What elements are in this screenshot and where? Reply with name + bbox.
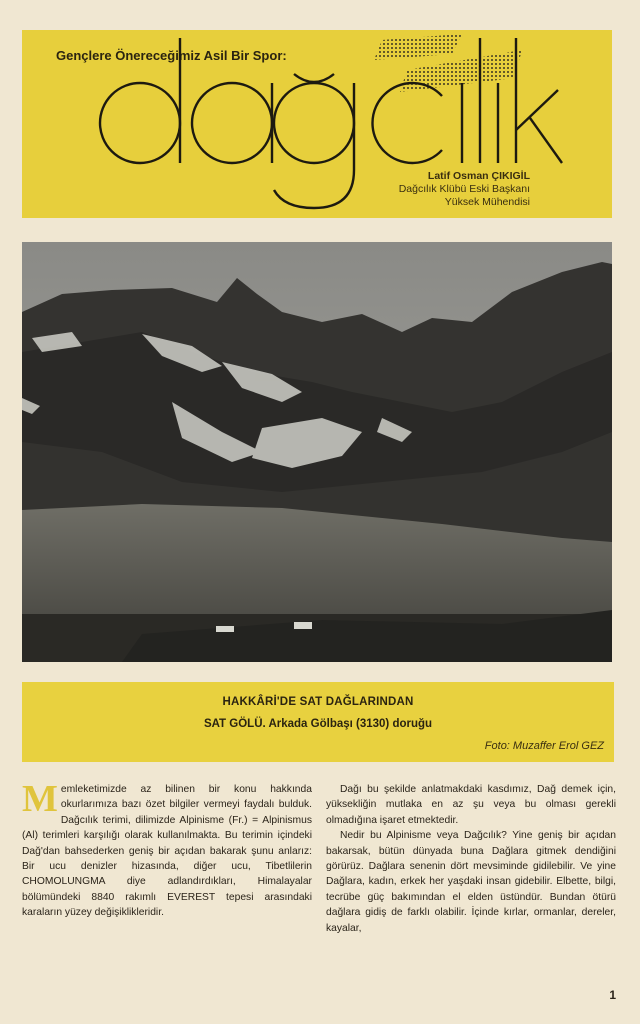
- author-name: Latif Osman ÇIKIGİL: [427, 170, 530, 182]
- caption-banner: [22, 682, 614, 762]
- author-title: Yüksek Mühendisi: [444, 196, 530, 208]
- header-kicker: Gençlere Önereceğimiz Asil Bir Spor:: [56, 48, 287, 63]
- article-paragraph: Dağı bu şekilde anlatmakdaki kasdımız, Dağ demek için, yüksekliğin mutlaka en az şu veya bu olması gerekli olmadığına işaret etmektedir.: [326, 784, 616, 826]
- article-column-right: [326, 782, 616, 936]
- mountain-lake-photo: [22, 242, 612, 662]
- article-paragraph: emleketimizde az bilinen bir konu hakkında okurlarımıza bazı özet bilgiler vermeyi faydalı bulduk. Dağcılık terimi, dilimizde Alpinisme (Fr.) = Alpinismus (Al) terimleri karşılığı olarak kullanılmakta. Bu terimin içindeki Dağ'dan bahsederken geniş bir açıdan bakarak şunu anlarız: Bir ucu denizler hizasında, diğer ucu, Tibetlilerin CHOMOLUNGMA diye adlandırdıkları, Himalayalar bölümündeki 8840 rakımlı EVEREST tepesi arasındaki karaların yüzey değişiklikleridir.: [22, 784, 312, 919]
- caption-line-1: HAKKÂRİ'DE SAT DAĞLARINDAN: [222, 696, 414, 708]
- author-role: Dağcılık Klübü Eski Başkanı: [398, 183, 530, 195]
- photo-credit: Foto: Muzaffer Erol GEZ: [484, 740, 604, 752]
- article-paragraph: Nedir bu Alpinisme veya Dağcılık? Yine geniş bir açıdan bakarsak, bütün dünyada buna Dağlara gitmek dendiğini görürüz. Dağlara senenin dört mevsiminde gidilebilir. Ve yine Dağlara, kadın, erkek her yaşdaki insan gidebilir. Elbette, bilgi, tecrübe güç bakımından el elden üstündür. Bundan ötürü dağlara gidiş de farklı olabilir. İçinde kırlar, ormanlar, dereler, kayalar,: [326, 830, 616, 934]
- header-banner: [22, 30, 612, 218]
- dropcap: M: [22, 778, 58, 820]
- page-number: 1: [609, 988, 616, 1002]
- dotted-flag-decoration: [374, 34, 462, 60]
- article-column-left: [22, 778, 312, 921]
- author-block: [399, 170, 530, 209]
- caption-line-2: SAT GÖLÜ. Arkada Gölbaşı (3130) doruğu: [203, 718, 433, 730]
